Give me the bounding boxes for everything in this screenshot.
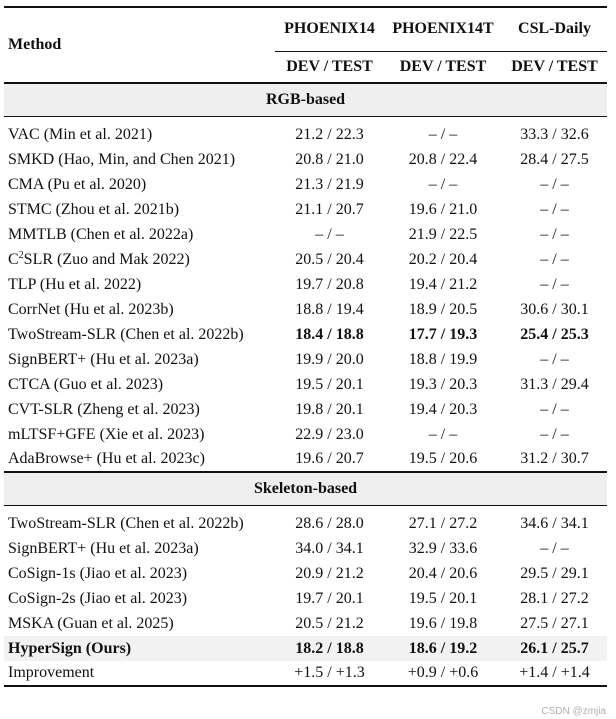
csl-daily-value: – / – [540,425,569,443]
method-cell: VAC (Min et al. 2021) [8,125,153,143]
method-cell: CTCA (Guo et al. 2023) [8,375,164,393]
phoenix14t-value: 20.4 / 20.6 [408,564,478,582]
phoenix14-value: 19.9 / 20.0 [295,350,364,368]
method-cell: TwoStream-SLR (Chen et al. 2022b) [8,514,244,532]
csl-daily-value: 25.4 / 25.3 [520,325,589,343]
phoenix14t-value: 20.8 / 22.4 [408,150,478,168]
phoenix14-value: 19.7 / 20.8 [295,275,364,293]
table-row [4,586,607,611]
table-row [4,536,607,561]
table-row [4,122,607,147]
table-row [4,147,607,172]
dataset-header-phoenix14t: PHOENIX14T [384,7,502,51]
phoenix14-value: 19.8 / 20.1 [295,400,364,418]
csl-daily-value: 26.1 / 25.7 [502,636,607,661]
csl-daily-value: 34.6 / 34.1 [520,514,589,532]
results-table [4,6,607,687]
table-row [4,272,607,297]
method-cell: MSKA (Guan et al. 2025) [8,614,174,632]
method-cell: TLP (Hu et al. 2022) [8,275,142,293]
phoenix14t-value: 27.1 / 27.2 [408,514,478,532]
method-text: C [8,250,19,268]
phoenix14t-value: 19.6 / 19.8 [408,614,478,632]
csl-daily-value: – / – [540,275,569,293]
method-cell: CoSign-2s (Jiao et al. 2023) [8,589,188,607]
dataset-header-csl-daily: CSL-Daily [502,7,607,51]
method-cell: mLTSF+GFE (Xie et al. 2023) [8,425,205,443]
csl-daily-value: 27.5 / 27.1 [520,614,589,632]
csl-daily-value: +1.4 / +1.4 [519,664,590,681]
method-cell: SignBERT+ (Hu et al. 2023a) [8,539,199,557]
phoenix14-value: 19.6 / 20.7 [295,450,364,467]
phoenix14t-value: 18.9 / 20.5 [408,300,478,318]
csl-daily-value: – / – [540,350,569,368]
table-row [4,561,607,586]
header-row-datasets [4,7,607,51]
section-title: RGB-based [4,83,607,116]
phoenix14-value: 20.8 / 21.0 [295,150,364,168]
csl-daily-value: – / – [540,400,569,418]
phoenix14t-value: 18.6 / 19.2 [384,636,502,661]
section-header-row [4,83,607,116]
phoenix14t-value: 19.5 / 20.6 [408,450,478,467]
phoenix14t-value: 17.7 / 19.3 [408,325,478,343]
phoenix14t-value: 20.2 / 20.4 [408,250,478,268]
method-cell: AdaBrowse+ (Hu et al. 2023c) [8,450,205,467]
csl-daily-value: 33.3 / 32.6 [520,125,589,143]
method-cell: Improvement [8,664,95,681]
phoenix14-value: 34.0 / 34.1 [295,539,364,557]
phoenix14t-value: +0.9 / +0.6 [407,664,479,681]
phoenix14-value: 18.2 / 18.8 [275,636,384,661]
table-row [4,661,607,686]
table-row [4,347,607,372]
phoenix14t-value: 21.9 / 22.5 [408,225,478,243]
phoenix14t-value: 18.8 / 19.9 [408,350,478,368]
table-row [4,422,607,447]
method-text: SLR (Zuo and Mak 2022) [23,250,190,268]
table-row [4,247,607,272]
phoenix14-value: 18.4 / 18.8 [295,325,364,343]
phoenix14t-value: 19.5 / 20.1 [408,589,478,607]
method-cell: STMC (Zhou et al. 2021b) [8,200,180,218]
method-cell: SignBERT+ (Hu et al. 2023a) [8,350,199,368]
phoenix14-value: 18.8 / 19.4 [295,300,364,318]
phoenix14-value: 19.5 / 20.1 [295,375,364,393]
method-cell: CorrNet (Hu et al. 2023b) [8,300,174,318]
phoenix14-value: +1.5 / +1.3 [294,664,365,681]
table-row [4,447,607,472]
watermark: CSDN @zmjia [541,706,606,717]
method-cell: CVT-SLR (Zheng et al. 2023) [8,400,200,418]
csl-daily-value: – / – [540,225,569,243]
csl-daily-value: 30.6 / 30.1 [520,300,589,318]
csl-daily-value: 28.1 / 27.2 [520,589,589,607]
table-row [4,372,607,397]
phoenix14-value: 20.9 / 21.2 [295,564,364,582]
table-row [4,222,607,247]
phoenix14t-value: – / – [428,175,458,193]
phoenix14t-value: – / – [428,125,458,143]
csl-daily-value: – / – [540,200,569,218]
phoenix14t-value: – / – [428,425,458,443]
phoenix14-value: 20.5 / 20.4 [295,250,364,268]
split-header-phoenix14: DEV / TEST [286,57,373,75]
method-cell: CMA (Pu et al. 2020) [8,175,147,193]
table-row [4,511,607,536]
csl-daily-value: – / – [540,539,569,557]
phoenix14t-value: 19.4 / 20.3 [408,400,478,418]
method-cell: MMTLB (Chen et al. 2022a) [8,225,194,243]
csl-daily-value: 28.4 / 27.5 [520,150,589,168]
method-cell: CoSign-1s (Jiao et al. 2023) [8,564,188,582]
table-row [4,322,607,347]
method-cell: HyperSign (Ours) [4,636,275,661]
phoenix14-value: 22.9 / 23.0 [295,425,364,443]
phoenix14-value: 21.2 / 22.3 [295,125,364,143]
method-cell [4,247,275,272]
section-header-row [4,472,607,505]
split-header-csl-daily: DEV / TEST [511,57,598,75]
method-cell: SMKD (Hao, Min, and Chen 2021) [8,150,236,168]
phoenix14t-value: 32.9 / 33.6 [408,539,478,557]
table-row [4,397,607,422]
method-cell: TwoStream-SLR (Chen et al. 2022b) [8,325,244,343]
phoenix14t-value: 19.6 / 21.0 [408,200,478,218]
phoenix14-value: 21.1 / 20.7 [295,200,364,218]
dataset-header-phoenix14: PHOENIX14 [275,7,384,51]
phoenix14-value: 19.7 / 20.1 [295,589,364,607]
table-row [4,172,607,197]
csl-daily-value: 31.3 / 29.4 [520,375,589,393]
table-row [4,611,607,636]
section-title: Skeleton-based [4,472,607,505]
phoenix14t-value: 19.3 / 20.3 [408,375,478,393]
method-superscript: 2 [18,249,24,261]
csl-daily-value: 31.2 / 30.7 [520,450,589,467]
method-header: Method [4,7,275,83]
phoenix14-value: 21.3 / 21.9 [295,175,364,193]
split-header-phoenix14t: DEV / TEST [399,57,487,75]
table-row [4,197,607,222]
phoenix14-value: 28.6 / 28.0 [295,514,364,532]
csl-daily-value: – / – [540,175,569,193]
phoenix14-value: 20.5 / 21.2 [295,614,364,632]
table-row [4,636,607,661]
phoenix14-value: – / – [315,225,344,243]
csl-daily-value: 29.5 / 29.1 [520,564,589,582]
csl-daily-value: – / – [540,250,569,268]
table-row [4,297,607,322]
phoenix14t-value: 19.4 / 21.2 [408,275,478,293]
